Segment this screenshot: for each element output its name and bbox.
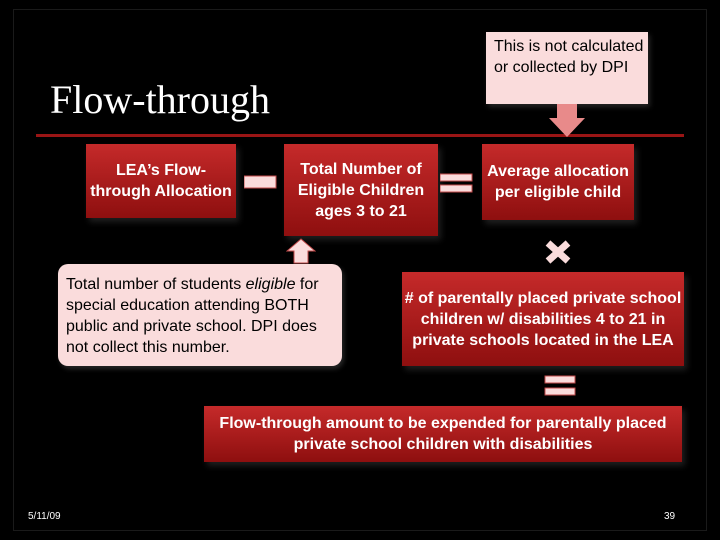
down-arrow-icon (549, 104, 585, 138)
total-eligible-box (284, 144, 438, 236)
equals-icon (440, 172, 476, 194)
students-note-part1: Total number of students (66, 276, 246, 293)
average-allocation-text: Average allocation per eligible child (487, 163, 629, 201)
equals-icon-lower (544, 374, 578, 398)
lea-allocation-box (86, 144, 236, 218)
result-box (204, 406, 682, 462)
students-note-part2: for special education attending BOTH public and private school. DPI does not collect this number. (66, 276, 319, 356)
students-note-box (58, 264, 342, 366)
dpi-note-text: This is not calculated or collected by DPI (494, 38, 644, 76)
total-eligible-text: Total Number of Eligible Children ages 3 to 21 (297, 160, 425, 220)
students-note-italic: eligible (245, 276, 296, 293)
slide-number: 39 (664, 511, 676, 522)
dpi-note-box (486, 32, 648, 104)
title-rule (36, 134, 684, 137)
average-allocation-box (482, 144, 634, 220)
minus-icon (244, 174, 278, 194)
result-text: Flow-through amount to be expended for parentally placed private school children with disabilities (219, 415, 667, 453)
lea-allocation-text: LEA’s Flow-through Allocation (90, 162, 232, 200)
slide-title: Flow-through (50, 77, 270, 122)
parentally-placed-text: # of parentally placed private school children w/ disabilities 4 to 21 in private schools located in the LEA (404, 289, 682, 349)
up-arrow-icon (286, 238, 316, 264)
parentally-placed-box (402, 272, 684, 366)
multiply-icon (544, 240, 572, 264)
slide-date: 5/11/09 (28, 511, 61, 522)
